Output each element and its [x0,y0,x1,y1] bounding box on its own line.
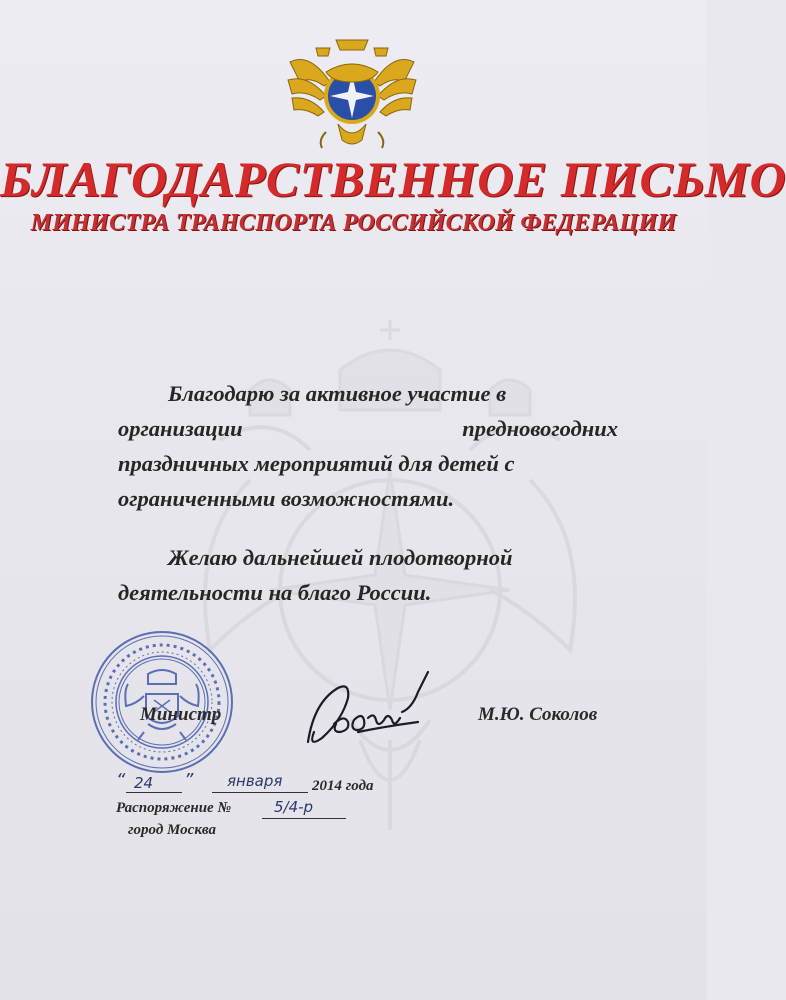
ministry-eagle-emblem-icon [286,32,418,154]
date-day: 24 [134,774,154,792]
date-day-underline [126,792,182,793]
signatory-name: М.Ю. Соколов [478,704,598,725]
date-month: января [227,772,283,790]
date-line [112,768,422,798]
date-month-underline [212,792,308,793]
letter-title: БЛАГОДАРСТВЕННОЕ ПИСЬМО [0,151,786,207]
gratitude-paragraph [118,376,618,516]
paragraph2-line2: деятельности на благо России. [118,580,432,605]
official-seal-stamp [88,628,236,776]
paragraph1-line1: Благодарю за активное участие в [168,381,507,406]
paragraph2-line1: Желаю дальнейшей плодотворной [168,545,513,570]
paragraph1-line2: организации предновогодних [118,416,618,441]
order-line [116,798,314,817]
handwritten-signature [298,662,448,762]
order-number: 5/4-р [274,798,314,816]
wishes-paragraph [118,540,618,610]
city-name: город Москва [128,822,217,838]
paragraph1-line4: ограниченными возможностями. [118,486,455,511]
order-label: Распоряжение № [116,800,232,816]
date-open-quote: “ [116,770,126,791]
letter-subtitle: МИНИСТРА ТРАНСПОРТА РОССИЙСКОЙ ФЕДЕРАЦИИ [30,210,677,236]
paragraph1-line3: праздничных мероприятий для детей с [118,451,515,476]
signatory-title: Министр [140,704,222,725]
order-underline [262,818,346,819]
date-year: 2014 года [312,778,374,794]
date-close-quote: ” [184,770,194,791]
